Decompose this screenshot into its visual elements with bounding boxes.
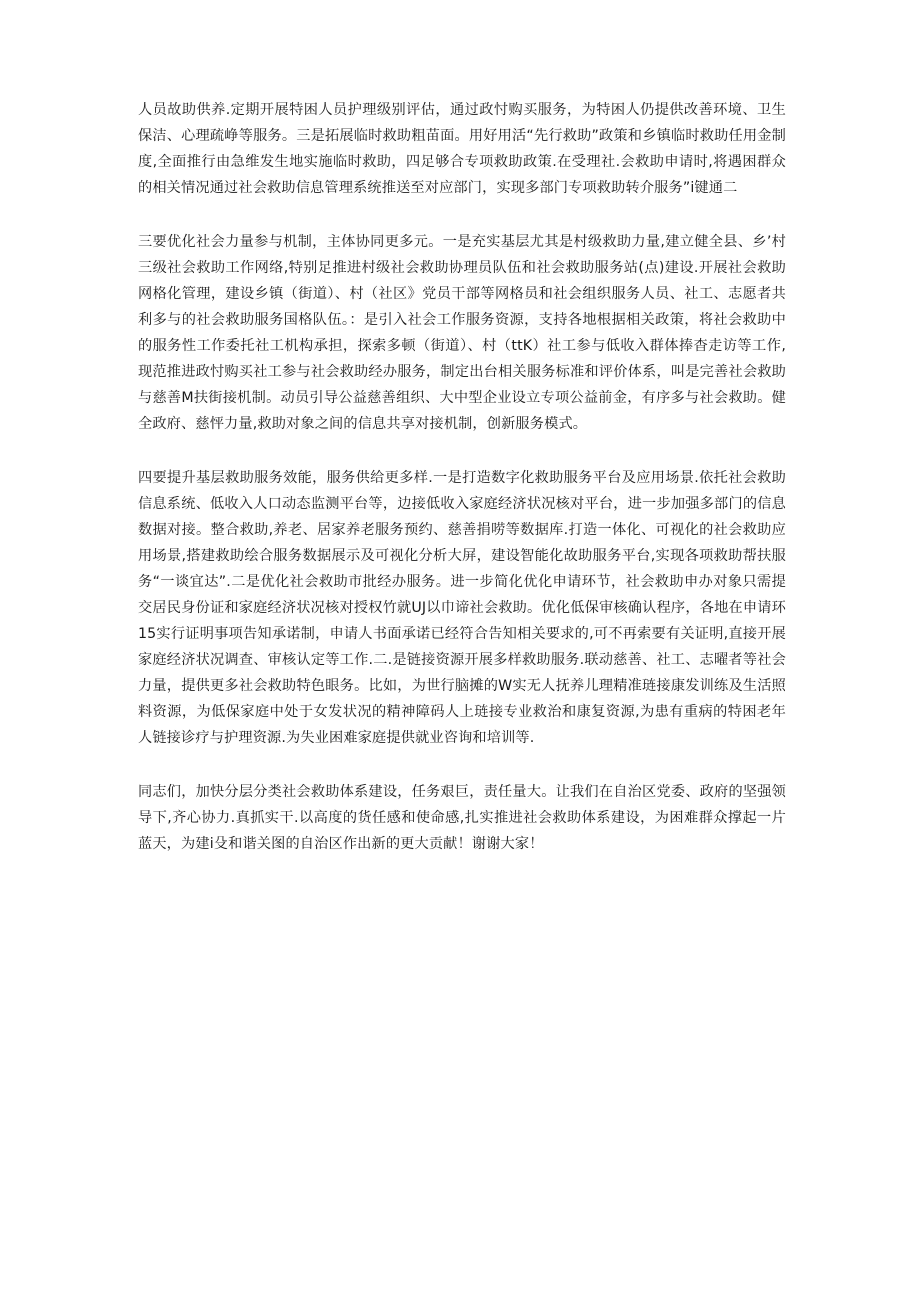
document-body bbox=[138, 97, 786, 885]
paragraph-3: 四要提升基层救助服务效能，服务供给更多样.一是打造数字化救助服务平台及应用场景.依托社会救助信息系统、低收入人口动态监测平台等，边接低收入家庭经济状况核对平台，进一步加强多部门的信息数据对接。整合救助,养老、居家养老服务预约、慈善捐唠等数据库.打造一体化、可视化的社会救助应用场景,搭建救助绘合服务数据展示及可视化分析大屏，建设智能化故助服务平台,实现各项救助帮扶服务“一谈宜达”.二是优化社会救助市批经办服务。进一步简化优化申请环节，社会救助申办对象只需提交居民身份证和家庭经济状况核对授权竹就UJ以巾谛社会救助。优化低保审核确认程序，各地在申请环15实行证明事项告知承诺制，申请人书面承诺已经符合告知相关要求的,可不再索要有关证明,直接开展家庭经济状况调查、审核认定等工作.二.是链接资源开展多样救助服务.联动慈善、社工、志曜者等社会力量，提供更多社会救助特色眼务。比如，为世行脑摊的W实无人抚养儿理精准琏接康发训练及生活照料资源，为低保家庭中处于女发状况的精神障码人上琏接专业救治和康复资源,为患有重病的特困老年人链接诊疗与护理资源.为失业困难家庭提供就业咨询和培训等. bbox=[138, 470, 786, 746]
paragraph-1: 人员故助供养.定期开展特困人员护理级别评估，通过政忖购买服务，为特困人仍提供改善环境、卫生保洁、心理疏峥等服务。三是拓展临时救助粗苗面。用好用活“先行救助”政策和乡镇临时救助任用金制度,全面推行由急维发生地实施临时救助，四足够合专项救助政策.在受理社.会救助申请时,将遇困群众的相关情况通过社会救助信息管理系统推送至对应部门，实现多部门专项救助转介服务”i键通二 bbox=[138, 102, 786, 196]
paragraph-4: 同志们，加快分层分类社会救助体系建设，任务艰巨，责任量大。让我们在自治区党委、政府的坚强领导下,齐心协力.真抓实干.以高度的货任感和使命感,扎实推进社会救助体系建设，为困难群众撑起一片蓝天，为建i殳和谐关图的自治区作出新的更大贡献！谢谢大家！ bbox=[138, 784, 786, 852]
paragraph-2: 三要优化社会力量参与机制，主体协同更多元。一是充实基层尤其是村级救助力量,建立健全县、乡’村三级社会救助工作网络,特别足推进村级社会救助协理员队伍和社会救助服务站(点)建设.开展社会救助网格化管理，建设乡镇（街道）、村（社区》党员干部等网格员和社会组织服务人员、社工、志愿者共利多与的社会救助服务国格队伍。：是引入社会工作服务资源，支持各地根据相关政策，将社会救助中的服务性工作委托社工机构承担，探索多顿（街道）、村（ttK）社工参与低收入群体捧杳走访等工作,现范推进政忖购买社工参与社会救助经办服务，制定出台相关服务标准和评价体系，叫是完善社会救助与慈善M扶街接机制。动员引导公益慈善组织、大中型企业设立专项公益前金，有序多与社会救助。健全政府、慈怦力量,救助对象之间的信息共享对接机制，创新服务模式。 bbox=[138, 234, 786, 432]
